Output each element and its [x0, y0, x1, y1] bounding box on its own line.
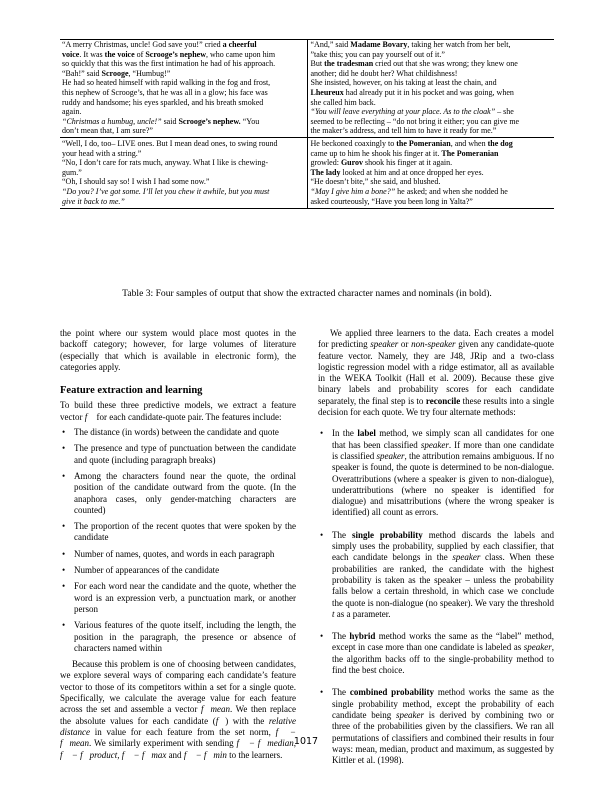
table-line	[62, 149, 304, 159]
text-run: don’t mean that, I am sure?”	[62, 126, 153, 136]
text-run: The	[332, 687, 350, 698]
text-run: “And,” said	[310, 40, 351, 49]
character-name: the tradesman	[324, 59, 374, 69]
method-name: combined probability	[349, 687, 435, 698]
text-run: of	[134, 49, 146, 59]
text-run: “Christmas a humbug, uncle!”	[62, 116, 162, 126]
table-line	[311, 50, 552, 60]
emph-relative-distance: relative distance	[60, 715, 296, 737]
table-line	[311, 88, 552, 98]
bold-reconcile: reconcile	[425, 395, 461, 406]
math-f: f⃗	[215, 715, 226, 726]
bullet-icon: •	[62, 427, 66, 438]
learners-paragraph	[318, 328, 554, 418]
character-name: the Pomeranian	[396, 138, 451, 148]
table-line	[311, 197, 552, 207]
table-line	[62, 107, 304, 117]
text-run: this nephew of Scrooge’s, that he was all in a glow; his face was	[62, 87, 268, 97]
text-run: . We similarly experiment with sending	[89, 738, 237, 749]
table-cell-right	[307, 137, 554, 208]
text-run: these results into a single decision for each quote. We try four alternate methods:	[318, 395, 554, 418]
table-line	[62, 117, 304, 127]
bullet-icon: •	[320, 428, 324, 439]
table-line	[62, 40, 304, 50]
emph-speaker: speaker	[452, 552, 481, 563]
table-line	[311, 69, 552, 79]
text-run: . It was	[79, 49, 105, 59]
text-run: . We then replace the absolute values for each candidate (	[60, 704, 296, 726]
feature-item	[60, 443, 296, 466]
text-run: had already put it in his pocket and was going, when	[343, 87, 514, 97]
bullet-icon: •	[62, 620, 66, 631]
text-run: so quickly that this was the first intimation he had of his approach.	[62, 59, 276, 69]
table-cell-right	[307, 40, 554, 138]
text-run: The	[332, 529, 352, 540]
text-run: He beckoned coaxingly to	[310, 138, 397, 148]
text-run: “No, I don’t care for rats much, anyway. What I like is chewing-	[62, 158, 269, 168]
emph-speaker: speaker	[523, 642, 552, 653]
emph-speaker: speaker	[395, 709, 424, 720]
character-name: Gurov	[340, 158, 364, 168]
table-line	[311, 78, 552, 88]
text-run: method, we simply scan all candidates for one that has been classified	[332, 428, 555, 450]
samples-table	[60, 39, 554, 209]
table-line	[311, 126, 552, 136]
text-run: method discards the labels and simply uses the probability, supplied by each classifier, that each candidate belongs in the	[332, 529, 554, 563]
feature-item	[60, 549, 296, 560]
table-line	[311, 139, 552, 149]
table-row	[60, 137, 554, 208]
emph-non-speaker: non-speaker	[411, 339, 456, 350]
character-name: the voice	[104, 49, 135, 59]
feature-list	[60, 427, 296, 654]
character-name: Scrooge’s nephew.	[178, 116, 241, 126]
table-caption: Table 3: Four samples of output that show the extracted character names and nominals (in bold).	[122, 288, 492, 299]
feature-item	[60, 581, 296, 615]
character-name: Scrooge’s nephew	[145, 49, 206, 59]
text-run: “Well, I do, too– LIVE ones. But I mean dead ones, to swing round	[62, 138, 278, 148]
table-line	[62, 50, 304, 60]
samples-table-body	[60, 40, 554, 209]
text-run: “Oh, I should say so! I wish I had some now.”	[62, 177, 210, 187]
text-run: “Bah!” said	[62, 68, 102, 78]
text-run: give it back to me.”	[62, 196, 125, 206]
text-run: she called him back.	[310, 97, 376, 107]
text-run: But	[310, 59, 325, 69]
text-run: as a parameter.	[334, 608, 391, 619]
bullet-icon: •	[62, 548, 66, 559]
table-line	[311, 149, 552, 159]
feature-text: For each word near the candidate and the quote, whether the word is an expression verb, a punctuation mark, or another person	[74, 581, 296, 614]
text-run: the maker’s address, and tell him to have it ready for me.”	[310, 126, 497, 136]
method-name: label	[357, 428, 376, 439]
text-run: method works the same as the single probability method, except the probability of each candidate being	[332, 687, 554, 720]
table-line	[62, 59, 304, 69]
text-run: “A merry Christmas, uncle! God save you!” cried	[62, 40, 223, 49]
bullet-icon: •	[320, 631, 324, 642]
table-cell-left	[60, 40, 307, 138]
text-run: . If more than one candidate is classified	[332, 439, 554, 461]
character-name: Madame Bovary	[350, 40, 408, 49]
text-run: He had so heated himself with rapid walking in the fog and frost,	[62, 78, 271, 88]
feature-text: The distance (in words) between the candidate and quote	[74, 427, 279, 438]
right-column	[318, 328, 554, 777]
character-name: The lady	[310, 167, 341, 177]
text-run: in value for each feature from the set norm,	[90, 726, 276, 737]
table-line	[62, 88, 304, 98]
bullet-icon: •	[62, 443, 66, 454]
method-name: single probability	[351, 529, 423, 540]
text-run: , taking her watch from her belt,	[407, 40, 511, 49]
table-row	[60, 40, 554, 138]
text-run: came up to him he shook his finger at it.	[310, 148, 442, 158]
text-run: ”take this; you can pay yourself out of it.”	[310, 49, 445, 59]
math-diff-mean: f⃗ − f⃗mean	[60, 726, 296, 749]
math-diff-min: f⃗ − f⃗min	[183, 749, 227, 760]
feature-text: The presence and type of punctuation between the candidate and quote (including paragraph breaks)	[74, 443, 296, 465]
bullet-icon: •	[62, 521, 66, 532]
table-line	[62, 78, 304, 88]
feature-text: Number of names, quotes, and words in each paragraph	[74, 548, 275, 559]
feature-text: Number of appearances of the candidate	[74, 565, 220, 576]
text-run: or	[398, 339, 412, 350]
feature-item	[60, 565, 296, 576]
table-line	[311, 158, 552, 168]
feature-text: Various features of the quote itself, including the length, the position in the paragraph, the presence or absence of characters named within	[74, 620, 296, 653]
table-line	[62, 158, 304, 168]
table-line	[311, 59, 552, 69]
text-run: – she	[495, 107, 514, 117]
feature-text: The proportion of the recent quotes that were spoken by the candidate	[74, 521, 296, 543]
math-t: t	[332, 608, 335, 619]
text-run: We applied three learners to the data. Each creates a model for predicting	[318, 328, 554, 350]
feature-item	[60, 620, 296, 654]
text-run: cried out that she was wrong; they knew one	[373, 59, 518, 69]
text-run: The	[332, 631, 350, 642]
text-run: ) with the	[225, 715, 269, 726]
table-line	[62, 187, 304, 197]
table-line	[311, 177, 552, 187]
table-line	[62, 126, 304, 136]
text-run: “You will leave everything at your place. As to the cloak”	[310, 107, 496, 117]
table-line	[311, 98, 552, 108]
table-line	[62, 177, 304, 187]
table-line	[311, 168, 552, 178]
table-line	[62, 197, 304, 207]
character-name: Lheureux	[310, 87, 344, 97]
text-run: your head with a string.”	[62, 148, 142, 158]
page-number: 1017	[293, 736, 319, 747]
math-f: f⃗	[84, 411, 95, 422]
text-run: In the	[332, 428, 358, 439]
method-combined-probability	[318, 687, 554, 766]
table-line	[311, 40, 552, 50]
character-name: Scrooge	[101, 68, 129, 78]
character-name: the dog	[487, 138, 513, 148]
text-run: is derived by combining two or three of the probabilities given by the classifiers. We ran all permutations of classifiers and combined their results in four ways: mean, median, product and maximum, as suggested by Kittler et al. (1998).	[332, 709, 554, 766]
feature-item	[60, 427, 296, 438]
left-column	[60, 328, 296, 761]
text-run: growled:	[310, 158, 341, 168]
table-line	[62, 98, 304, 108]
features-intro-paragraph	[60, 400, 296, 423]
text-run: he asked; and when she nodded he	[395, 186, 508, 196]
math-f-mean: f⃗mean	[200, 704, 230, 715]
text-run: class. When these probabilities are ranked, the candidate with the highest probability is taken as the speaker – unless the probability falls below a certain threshold, in which case we conclude the quote is non-dialogue (no speaker). We vary the threshold	[332, 552, 554, 608]
character-name: a cheerful	[222, 40, 257, 49]
table-line	[311, 107, 552, 117]
text-run: again.	[62, 107, 82, 117]
text-run: , “Humbug!”	[128, 68, 171, 78]
table-cell-left	[60, 137, 307, 208]
feature-item	[60, 521, 296, 544]
method-label	[318, 428, 554, 518]
table-line	[311, 117, 552, 127]
text-run: looked at him and at once dropped her eyes.	[340, 167, 484, 177]
bullet-icon: •	[62, 470, 66, 481]
emph-speaker: speaker	[370, 339, 399, 350]
text-run: method works the same as the “label” method, except in case more than one candidate is labeled as	[332, 631, 554, 653]
math-diff-list: f⃗ − f⃗median, f⃗ − f⃗product, f⃗ − f⃗max	[60, 738, 296, 760]
character-name: The Pomeranian	[441, 148, 499, 158]
table-line	[62, 168, 304, 178]
character-name: voice	[62, 49, 80, 59]
method-name: hybrid	[349, 631, 376, 642]
text-run: , the algorithm backs off to the single-probability method to find the best choice.	[332, 642, 554, 676]
text-run: to the learners.	[226, 749, 283, 760]
text-run: for each candidate-quote pair. The features include:	[94, 411, 282, 422]
text-run: given any candidate-quote feature vector. Namely, they are J48, JRip and a two-class logistic regression model with a ridge estimator, all as available in the WEKA Toolkit (Hall et al. 2009). Because these give binary labels and probability scores for each candidate separately, the final step is to	[318, 339, 554, 406]
text-run: said	[161, 116, 179, 126]
section-heading: Feature extraction and learning	[60, 385, 203, 397]
bullet-icon: •	[320, 687, 324, 698]
text-run: To build these three predictive models, we extract a feature vector	[60, 400, 296, 422]
text-run: seemed to be reflecting – “do not bring it either; you can give me	[310, 116, 520, 126]
intro-paragraph: the point where our system would place most quotes in the backoff category; however, for large volumes of literature (especially that which is available in electronic form), the categories apply.	[60, 328, 296, 372]
text-run: shook his finger at it again.	[363, 158, 453, 168]
text-run: asked courteously, “Have you been long in Yalta?”	[310, 196, 473, 206]
bullet-icon: •	[62, 565, 66, 576]
text-run: another; did he doubt her? What childishness!	[310, 68, 458, 78]
feature-item	[60, 471, 296, 516]
bullet-icon: •	[62, 581, 66, 592]
text-run: “You	[240, 116, 260, 126]
text-run: and	[166, 749, 184, 760]
text-run: “May I give him a bone?”	[310, 186, 396, 196]
text-run: ruddy and handsome; his eyes sparkled, and his breath smoked	[62, 97, 264, 107]
text-run: , and when	[450, 138, 488, 148]
table-line	[62, 139, 304, 149]
emph-speaker: speaker	[420, 439, 449, 450]
method-single-probability	[318, 530, 554, 620]
text-run: Because this problem is one of choosing between candidates, we explore several ways of comparing each candidate’s feature vector to those of its competitors within a set for a single quote. Specifically, we calculate the average value for each feature across the set and assemble a vector	[60, 659, 296, 715]
methods-list	[318, 428, 554, 766]
method-hybrid	[318, 631, 554, 676]
bullet-icon: •	[320, 529, 324, 540]
table-line	[62, 69, 304, 79]
text-run: , who came upon him	[206, 49, 276, 59]
text-run: She insisted, however, on his taking at least the chain, and	[310, 78, 497, 88]
feature-text: Among the characters found near the quote, the ordinal position of the candidate outward from the quote. (In the anaphora cases, only gender-matching characters are counted)	[74, 470, 296, 515]
text-run: “He doesn’t bite,” she said, and blushed.	[310, 177, 441, 187]
text-run: “Do you? I’ve got some. I’ll let you chew it awhile, but you must	[62, 186, 270, 196]
emph-speaker: speaker	[376, 450, 405, 461]
text-run: , the attribution remains ambiguous. If no speaker is found, the quote is determined to be non-dialogue. Overattributions (where a speaker is given to non-dialogue), underattributions (where no speaker is identified for dialogue) and misattributions (where the wrong speaker is identified) all count as errors.	[332, 450, 554, 518]
text-run: gum.”	[62, 167, 82, 177]
table-line	[311, 187, 552, 197]
